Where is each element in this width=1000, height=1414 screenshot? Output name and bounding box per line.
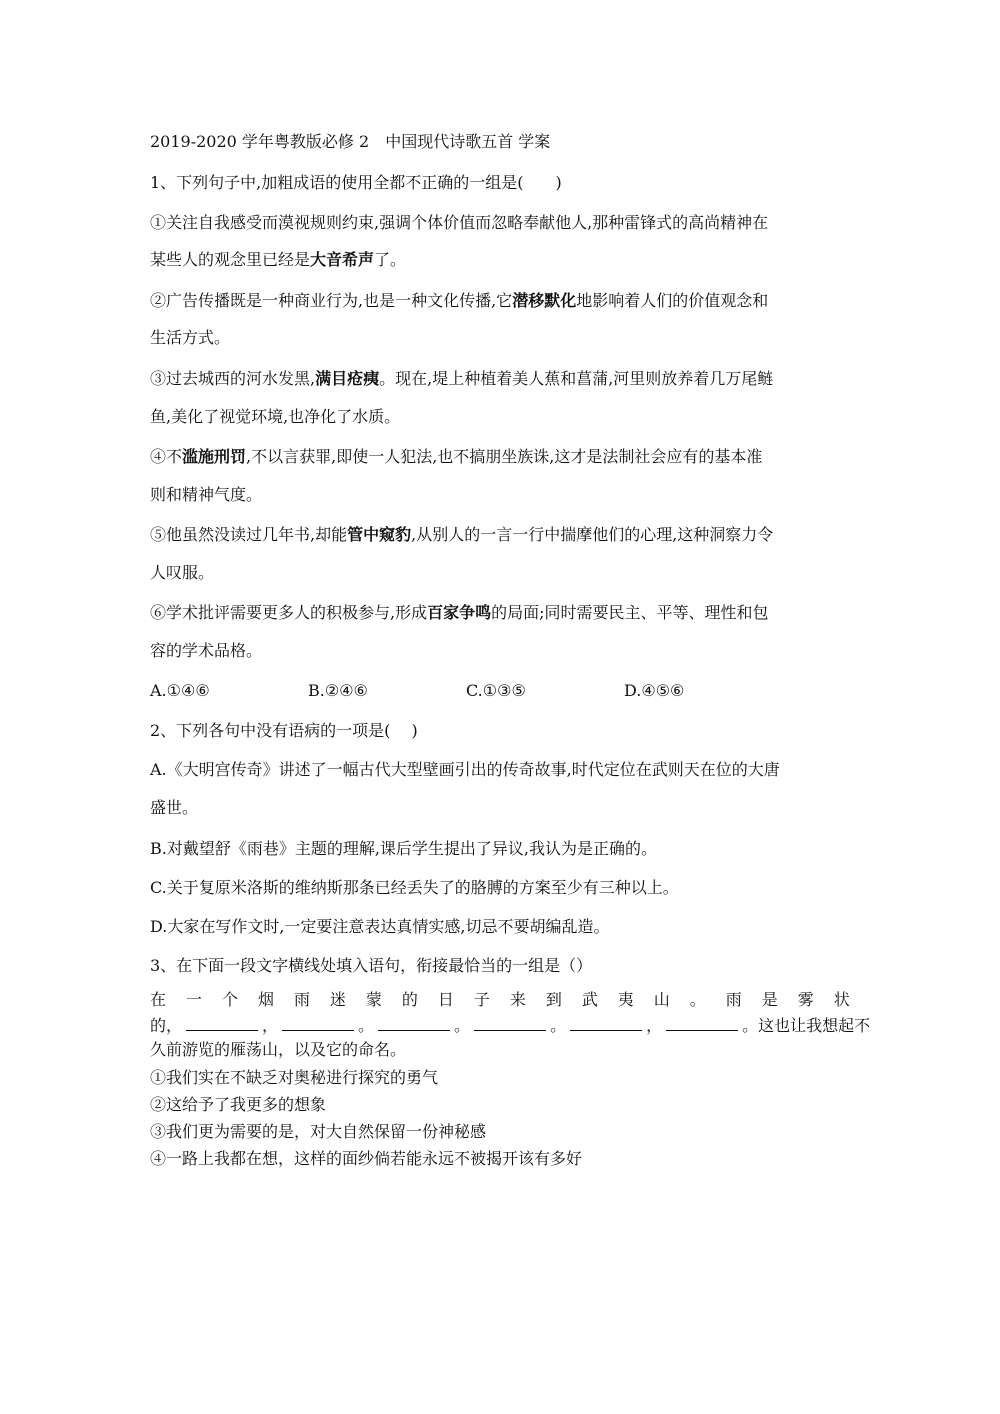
q1-sentence-2-line-1: ②广告传播既是一种商业行为,也是一种文化传播,它潜移默化地影响着人们的价值观念和 [150, 291, 769, 310]
fill-blank-6[interactable] [666, 1014, 738, 1031]
q1-sentence-1-line-2: 某些人的观念里已经是大音希声了。 [150, 250, 407, 269]
question-3-stem: 3、在下面一段文字横线处填入语句，衔接最恰当的一组是（） [150, 956, 593, 975]
fill-blank-5[interactable] [570, 1014, 642, 1031]
q1-sentence-6-line-1: ⑥学术批评需要更多人的积极参与,形成百家争鸣的局面;同时需要民主、平等、理性和包 [150, 603, 769, 622]
q3-passage-line-2: 的， ， 。 。 。 ， 。这也让我想起不 [150, 1016, 871, 1035]
q2-option-c: C.关于复原米洛斯的维纳斯那条已经丢失了的胳膊的方案至少有三种以上。 [150, 878, 679, 897]
idiom-bold: 滥施刑罚 [182, 447, 247, 466]
q3-passage-line-1: 在 一 个 烟 雨 迷 蒙 的 日 子 来 到 武 夷 山 。 雨 是 雾 状 [150, 990, 850, 1009]
q1-sentence-2-line-2: 生活方式。 [150, 328, 231, 347]
q1-sentence-6-line-2: 容的学术品格。 [150, 641, 263, 660]
idiom-bold: 大音希声 [310, 250, 375, 269]
idiom-bold: 管中窥豹 [347, 525, 412, 544]
idiom-bold: 百家争鸣 [427, 603, 492, 622]
fill-blank-3[interactable] [378, 1014, 450, 1031]
q1-sentence-3-line-1: ③过去城西的河水发黑,满目疮痍。现在,堤上种植着美人蕉和菖蒲,河里则放养着几万尾鲢 [150, 369, 774, 388]
q3-item-1: ①我们实在不缺乏对奥秘进行探究的勇气 [150, 1068, 439, 1087]
q1-sentence-5-line-1: ⑤他虽然没读过几年书,却能管中窥豹,从别人的一言一行中揣摩他们的心理,这种洞察力令 [150, 525, 774, 544]
option-b: B.②④⑥ [308, 681, 368, 700]
fill-blank-2[interactable] [282, 1014, 354, 1031]
q2-option-b: B.对戴望舒《雨巷》主题的理解,课后学生提出了异议,我认为是正确的。 [150, 839, 658, 858]
q3-item-3: ③我们更为需要的是，对大自然保留一份神秘感 [150, 1122, 487, 1141]
q1-sentence-5-line-2: 人叹服。 [150, 563, 215, 582]
document-title: 2019-2020 学年粤教版必修 2 中国现代诗歌五首 学案 [150, 132, 551, 151]
q1-sentence-3-line-2: 鱼,美化了视觉环境,也净化了水质。 [150, 407, 401, 426]
q3-item-4: ④一路上我都在想，这样的面纱倘若能永远不被揭开该有多好 [150, 1149, 583, 1168]
q2-option-a-line-1: A.《大明宫传奇》讲述了一幅古代大型壁画引出的传奇故事,时代定位在武则天在位的大唐 [150, 760, 780, 779]
q1-sentence-4-line-2: 则和精神气度。 [150, 485, 263, 504]
q3-item-2: ②这给予了我更多的想象 [150, 1095, 327, 1114]
idiom-bold: 满目疮痍 [315, 369, 380, 388]
q2-option-a-line-2: 盛世。 [150, 798, 199, 817]
fill-blank-4[interactable] [474, 1014, 546, 1031]
idiom-bold: 潜移默化 [512, 291, 577, 310]
question-1-stem: 1、下列句子中,加粗成语的使用全都不正确的一组是( ) [150, 173, 562, 192]
q3-passage-line-3: 久前游览的雁荡山，以及它的命名。 [150, 1040, 407, 1059]
option-c: C.①③⑤ [466, 681, 526, 700]
q1-sentence-4-line-1: ④不滥施刑罚,不以言获罪,即使一人犯法,也不搞朋坐族诛,这才是法制社会应有的基本准 [150, 447, 763, 466]
fill-blank-1[interactable] [186, 1014, 258, 1031]
question-2-stem: 2、下列各句中没有语病的一项是( ) [150, 721, 418, 740]
q1-sentence-1-line-1: ①关注自我感受而漠视规则约束,强调个体价值而忽略奉献他人,那种雷锋式的高尚精神在 [150, 213, 769, 232]
option-d: D.④⑤⑥ [624, 681, 685, 700]
q1-options [150, 680, 850, 702]
q2-option-d: D.大家在写作文时,一定要注意表达真情实感,切忌不要胡编乱造。 [150, 917, 610, 936]
option-a: A.①④⑥ [150, 681, 210, 700]
